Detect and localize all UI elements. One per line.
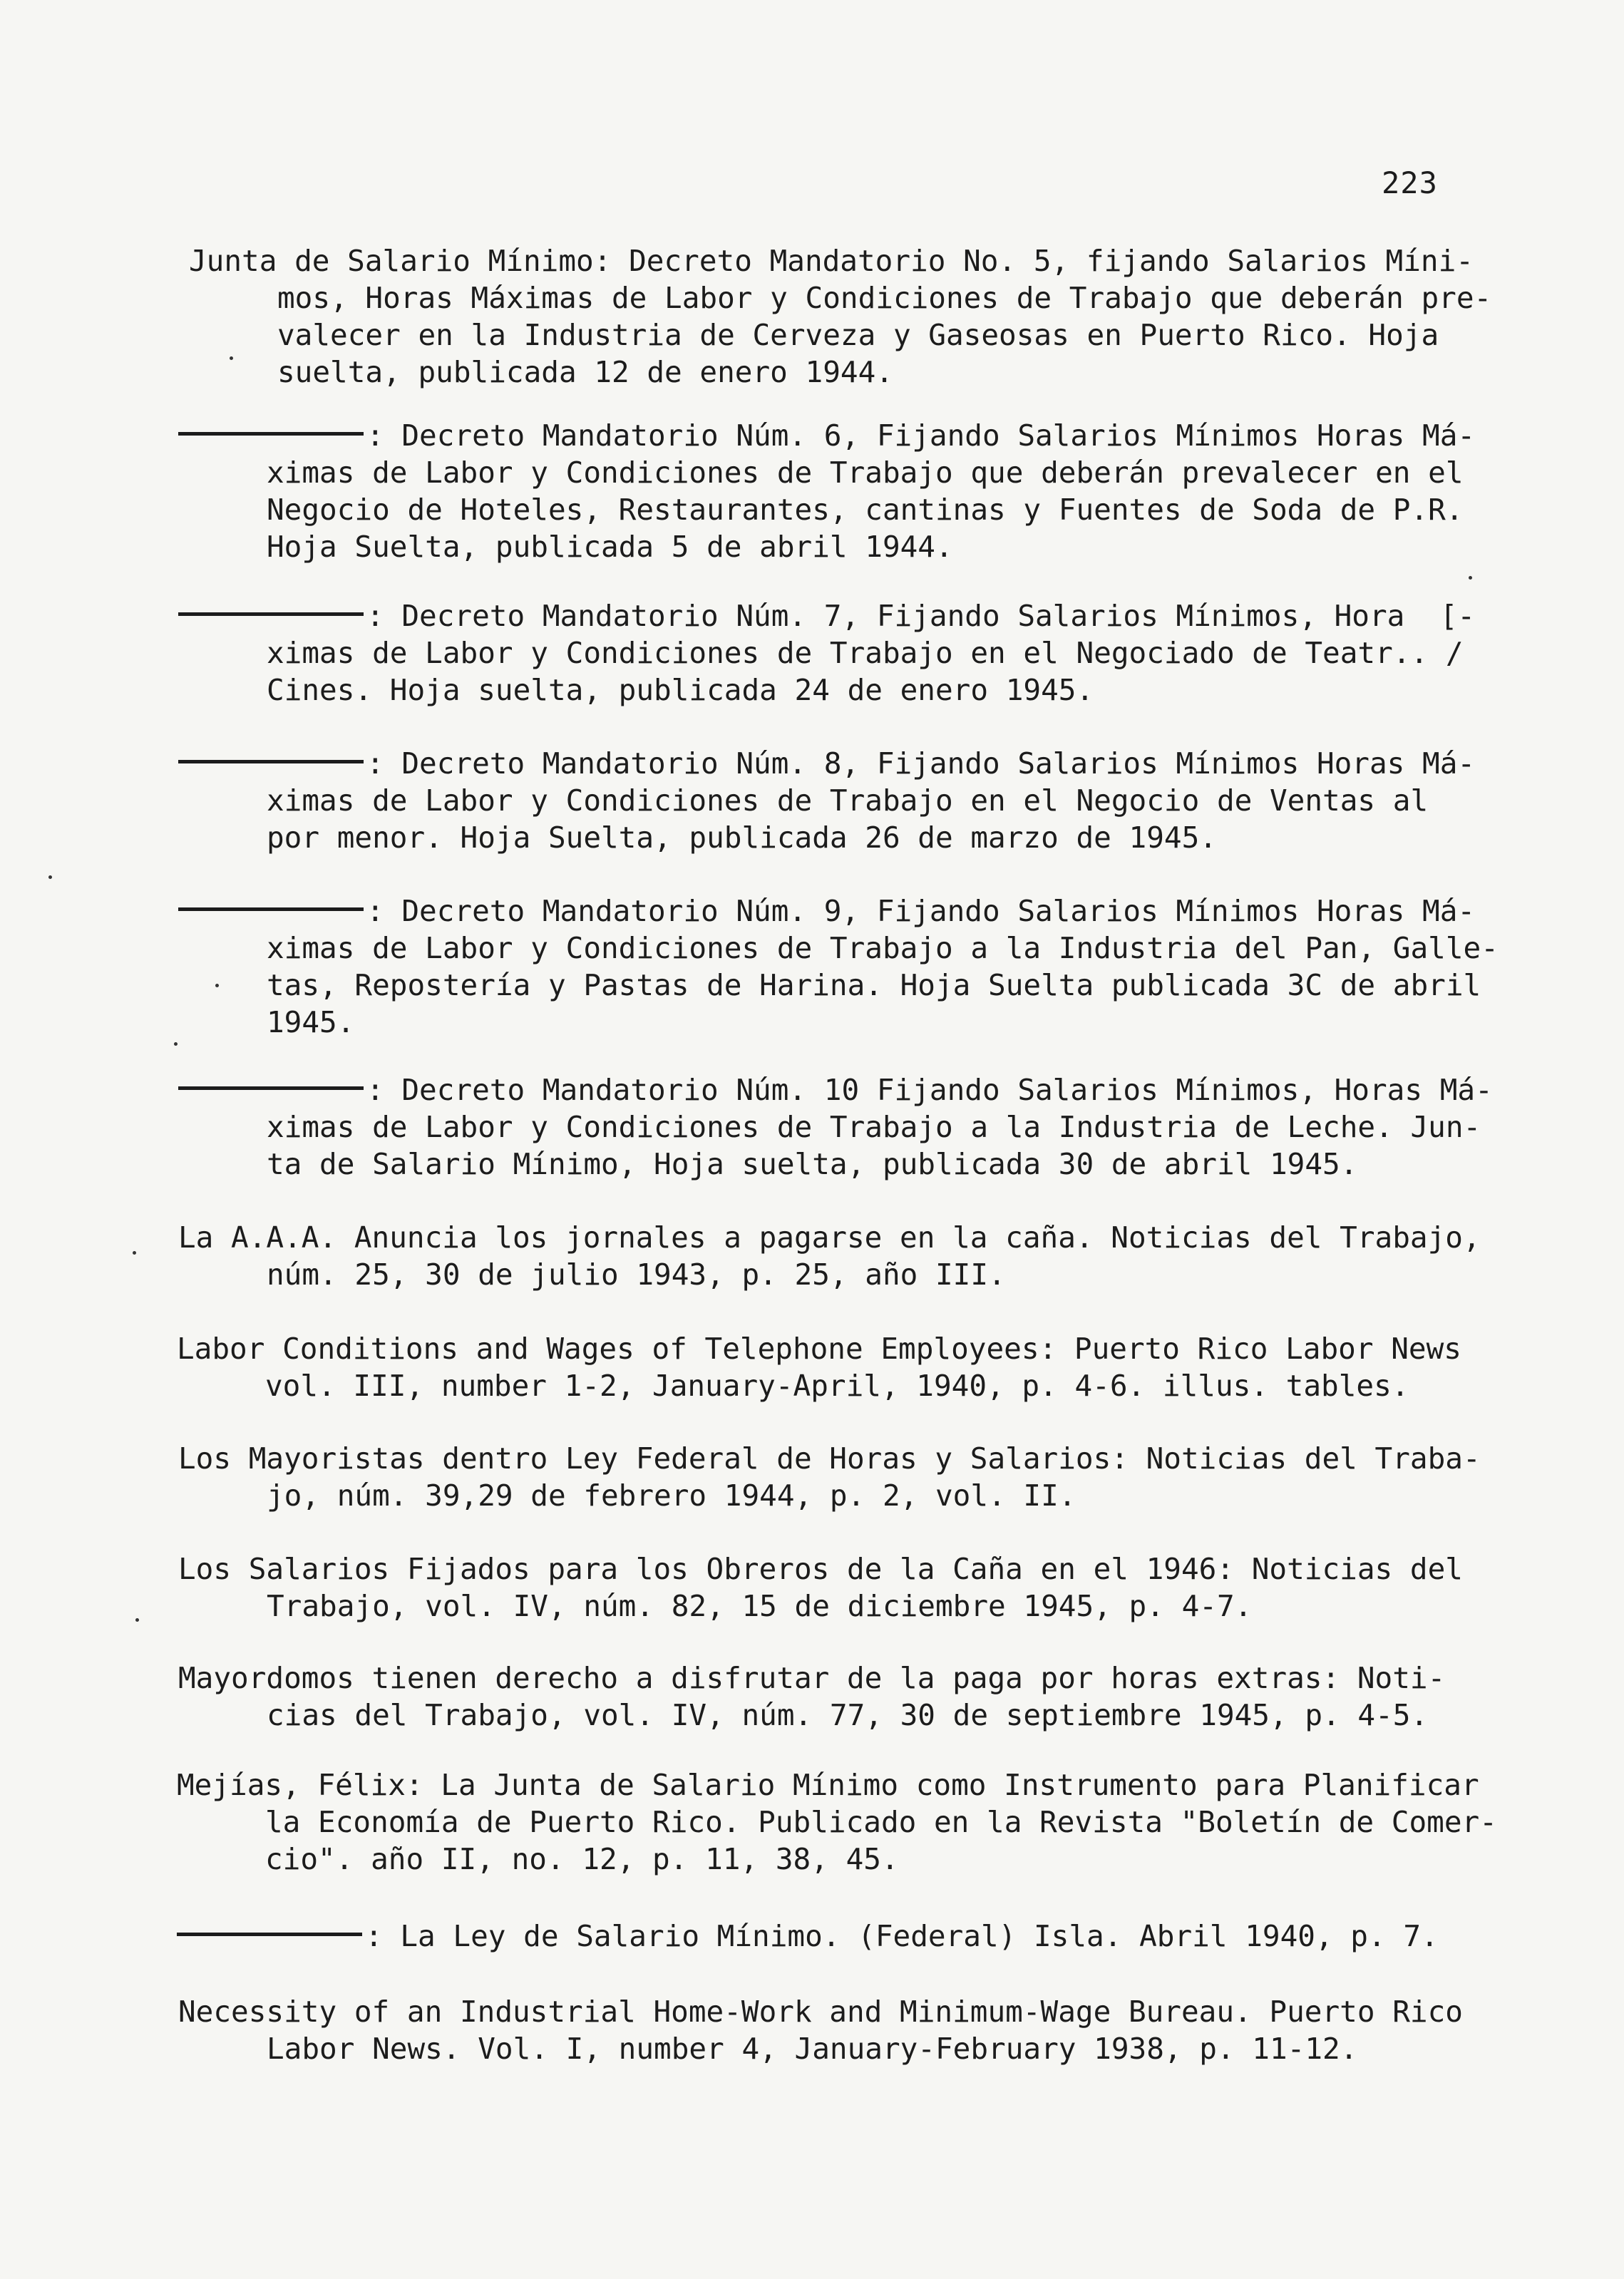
ditto-dash — [178, 432, 364, 436]
entry-line — [178, 1993, 1497, 2030]
bibliography-entry — [178, 1071, 1497, 1183]
scan-speck — [133, 1251, 136, 1255]
entry-line — [178, 782, 1497, 819]
entry-text: Hoja Suelta, publicada 5 de abril 1944. — [267, 530, 953, 564]
entry-line — [178, 634, 1497, 672]
entry-line — [178, 528, 1497, 565]
bibliography-entry — [177, 1766, 1496, 1878]
ditto-colon: : — [366, 1073, 384, 1107]
scan-speck — [215, 984, 219, 987]
entry-line — [177, 1918, 1496, 1955]
ditto-dash — [178, 1086, 364, 1090]
entry-text: Decreto Mandatorio Núm. 9, Fijando Salarios Mínimos Horas Má- — [384, 894, 1476, 928]
scan-speck — [135, 1618, 139, 1622]
scan-speck — [174, 1042, 178, 1046]
entry-text: Negocio de Hoteles, Restaurantes, cantinas y Fuentes de Soda de P.R. — [267, 493, 1464, 527]
ditto-colon: : — [366, 894, 384, 928]
entry-text: Labor Conditions and Wages of Telephone Employees: Puerto Rico Labor News — [177, 1332, 1461, 1366]
scan-speck — [230, 356, 233, 360]
entry-line — [178, 1588, 1497, 1625]
bibliography-entry — [178, 597, 1497, 709]
entry-line — [177, 1804, 1496, 1841]
bibliography-entry — [178, 417, 1497, 565]
entry-line — [178, 1108, 1497, 1146]
entry-text: Mayordomos tienen derecho a disfrutar de la paga por horas extras: Noti- — [178, 1661, 1446, 1695]
entry-line — [189, 354, 1508, 391]
entry-line — [178, 1256, 1497, 1293]
entry-line — [178, 892, 1497, 930]
entry-line — [178, 1440, 1497, 1477]
entry-text: ximas de Labor y Condiciones de Trabajo a la Industria del Pan, Galle- — [267, 931, 1499, 965]
entry-text: La A.A.A. Anuncia los jornales a pagarse en la caña. Noticias del Trabajo, — [178, 1220, 1481, 1255]
entry-text: Los Mayoristas dentro Ley Federal de Horas y Salarios: Noticias del Traba- — [178, 1441, 1481, 1476]
bibliography-entry — [189, 242, 1508, 391]
entry-text: cio". año II, no. 12, p. 11, 38, 45. — [265, 1842, 899, 1876]
entry-text: Decreto Mandatorio Núm. 10 Fijando Salarios Mínimos, Horas Má- — [384, 1073, 1493, 1107]
bibliography-entry — [178, 1440, 1497, 1514]
entry-line — [177, 1841, 1496, 1878]
entry-text: valecer en la Industria de Cerveza y Gaseosas en Puerto Rico. Hoja — [277, 318, 1439, 352]
ditto-colon: : — [366, 746, 384, 781]
bibliography-entry — [177, 1918, 1496, 1955]
entry-text: ximas de Labor y Condiciones de Trabajo en el Negocio de Ventas al — [267, 783, 1429, 818]
bibliography-entry — [177, 1330, 1496, 1404]
entry-line — [178, 417, 1497, 454]
entry-line — [178, 1146, 1497, 1183]
entry-line — [178, 819, 1497, 856]
entry-line — [178, 967, 1497, 1004]
entry-line — [178, 930, 1497, 967]
entry-text: Labor News. Vol. I, number 4, January-February 1938, p. 11-12. — [267, 2032, 1358, 2066]
entry-line — [178, 1004, 1497, 1041]
entry-line — [178, 454, 1497, 491]
ditto-colon: : — [365, 1919, 383, 1953]
entry-text: Necessity of an Industrial Home-Work and Minimum-Wage Bureau. Puerto Rico — [178, 1995, 1463, 2029]
entry-text: Cines. Hoja suelta, publicada 24 de enero 1945. — [267, 673, 1094, 707]
entry-text: ximas de Labor y Condiciones de Trabajo en el Negociado de Teatr.. / — [267, 636, 1464, 670]
scan-speck — [1469, 576, 1472, 580]
entry-text: Decreto Mandatorio Núm. 7, Fijando Salarios Mínimos, Hora [- — [384, 599, 1476, 633]
entry-text: la Economía de Puerto Rico. Publicado en la Revista "Boletín de Comer- — [265, 1805, 1497, 1839]
entry-line — [189, 317, 1508, 354]
entry-text: Junta de Salario Mínimo: Decreto Mandatorio No. 5, fijando Salarios Míni- — [189, 244, 1474, 278]
entry-line — [177, 1766, 1496, 1804]
entry-text: Los Salarios Fijados para los Obreros de la Caña en el 1946: Noticias del — [178, 1552, 1463, 1586]
entry-text: núm. 25, 30 de julio 1943, p. 25, año III. — [267, 1257, 1006, 1292]
ditto-dash — [178, 907, 364, 911]
entry-line — [178, 1697, 1497, 1734]
entry-text: Decreto Mandatorio Núm. 8, Fijando Salarios Mínimos Horas Má- — [384, 746, 1476, 781]
entry-line — [178, 1477, 1497, 1514]
entry-line — [178, 1219, 1497, 1256]
ditto-colon: : — [366, 599, 384, 633]
entry-line — [178, 1550, 1497, 1588]
entry-line — [189, 242, 1508, 279]
entry-line — [178, 1660, 1497, 1697]
bibliography-entry — [178, 1219, 1497, 1293]
entry-line — [178, 745, 1497, 782]
entry-line — [178, 2030, 1497, 2067]
ditto-dash — [177, 1933, 362, 1936]
entry-text: tas, Repostería y Pastas de Harina. Hoja Suelta publicada 3C de abril — [267, 968, 1481, 1002]
entry-line — [178, 491, 1497, 528]
entry-line — [177, 1367, 1496, 1404]
entry-text: ximas de Labor y Condiciones de Trabajo que deberán prevalecer en el — [267, 456, 1464, 490]
entry-text: ximas de Labor y Condiciones de Trabajo a la Industria de Leche. Jun- — [267, 1110, 1481, 1144]
entry-line — [178, 597, 1497, 634]
entry-text: Mejías, Félix: La Junta de Salario Mínimo como Instrumento para Planificar — [177, 1768, 1479, 1802]
bibliography-entry — [178, 745, 1497, 856]
scan-speck — [48, 875, 52, 879]
entry-text: ta de Salario Mínimo, Hoja suelta, publicada 30 de abril 1945. — [267, 1147, 1358, 1181]
entry-line — [178, 1071, 1497, 1108]
entry-text: mos, Horas Máximas de Labor y Condiciones de Trabajo que deberán pre- — [277, 281, 1492, 315]
entry-text: por menor. Hoja Suelta, publicada 26 de marzo de 1945. — [267, 820, 1217, 855]
bibliography-entry — [178, 892, 1497, 1041]
ditto-colon: : — [366, 418, 384, 453]
entry-text: 1945. — [267, 1005, 355, 1039]
ditto-dash — [178, 760, 364, 763]
bibliography-entry — [178, 1993, 1497, 2067]
entry-text: Trabajo, vol. IV, núm. 82, 15 de diciembre 1945, p. 4-7. — [267, 1589, 1253, 1623]
bibliography-entry — [178, 1550, 1497, 1625]
entry-text: Decreto Mandatorio Núm. 6, Fijando Salarios Mínimos Horas Má- — [384, 418, 1476, 453]
entry-text: vol. III, number 1-2, January-April, 1940, p. 4-6. illus. tables. — [265, 1369, 1409, 1403]
entry-line — [178, 672, 1497, 709]
bibliography-entry — [178, 1660, 1497, 1734]
entry-text: suelta, publicada 12 de enero 1944. — [277, 355, 893, 389]
entry-text: jo, núm. 39,29 de febrero 1944, p. 2, vol. II. — [267, 1478, 1076, 1513]
page-number: 223 — [1382, 165, 1438, 200]
entry-line — [189, 279, 1508, 317]
ditto-dash — [178, 612, 364, 616]
entry-line — [177, 1330, 1496, 1367]
entry-text: La Ley de Salario Mínimo. (Federal) Isla. Abril 1940, p. 7. — [382, 1919, 1439, 1953]
entry-text: cias del Trabajo, vol. IV, núm. 77, 30 de septiembre 1945, p. 4-5. — [267, 1698, 1429, 1732]
